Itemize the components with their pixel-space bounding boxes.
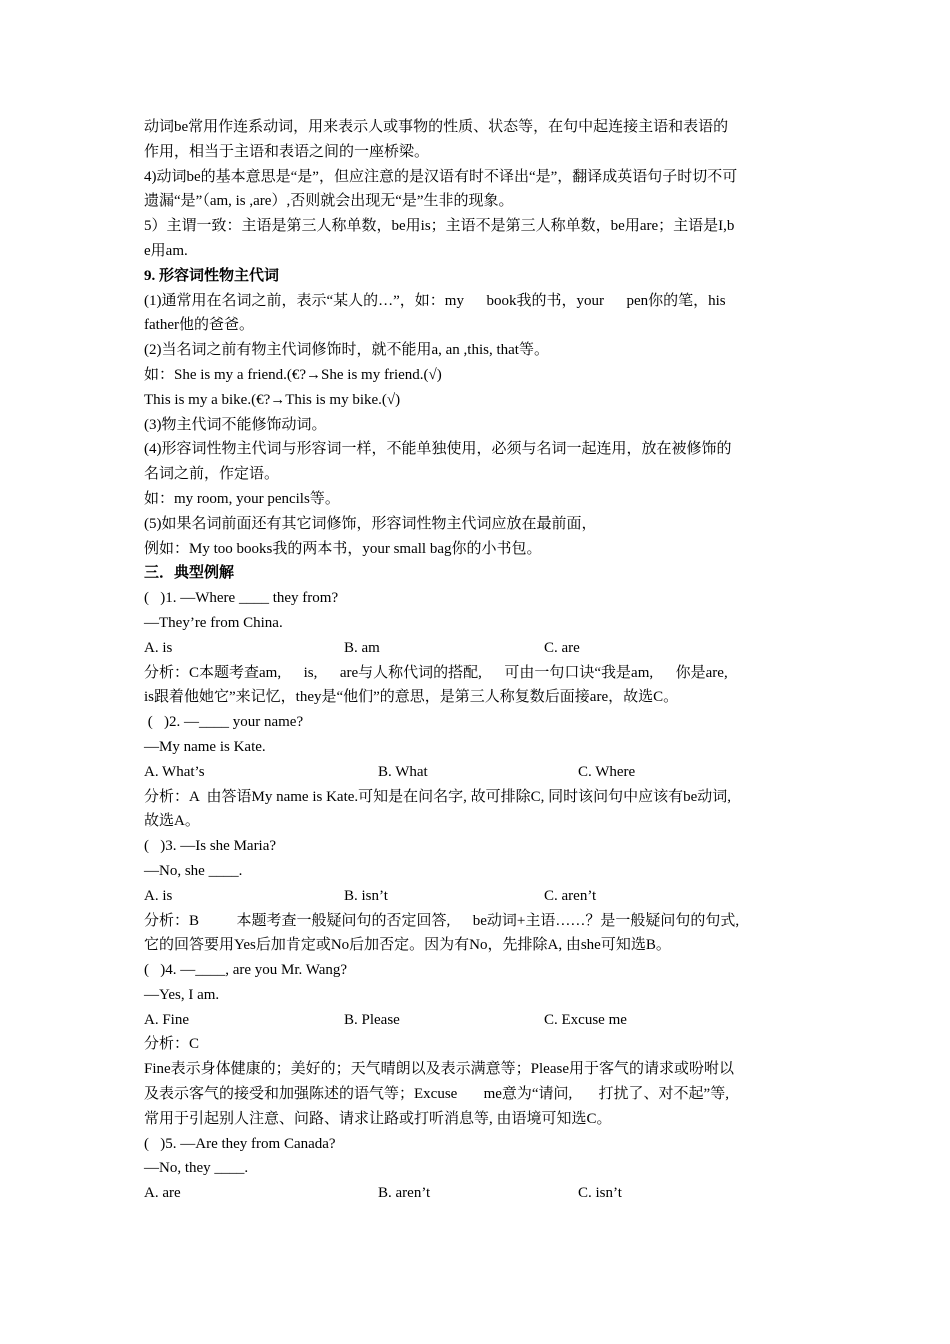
answer-line: —No, she ____. <box>144 862 243 879</box>
document-page <box>144 115 808 1206</box>
answer-line: —Yes, I am. <box>144 986 220 1003</box>
text-line: 例如：My too books我的两本书，your small bag你的小书包。 <box>144 540 542 557</box>
answer-line: —My name is Kate. <box>144 738 266 755</box>
answer-line: —No, they ____. <box>144 1160 249 1177</box>
option-c: C. Where <box>578 763 636 780</box>
analysis-line: 它的回答要用Yes后加肯定或No后加否定。因为有No，先排除A, 由she可知选B。 <box>144 937 671 954</box>
question-line: ( )5. —Are they from Canada? <box>144 1135 336 1152</box>
options-row <box>144 1008 808 1033</box>
option-a: A. Fine <box>144 1011 189 1028</box>
text-line: (5)如果名词前面还有其它词修饰，形容词性物主代词应放在最前面， <box>144 515 597 532</box>
option-b: B. aren’t <box>378 1185 431 1202</box>
options-row <box>144 636 808 661</box>
option-b: B. What <box>378 763 428 780</box>
options-row <box>144 1181 808 1206</box>
text-line: 如：my room, your pencils等。 <box>144 490 340 507</box>
analysis-line: 分析：C本题考查am, is, are与人称代词的搭配, 可由一句口诀“我是am, 你是are, <box>144 664 728 681</box>
text-line: (1)通常用在名词之前，表示“某人的…”，如：my book我的书，your pen你的笔，his <box>144 292 726 309</box>
option-b: B. Please <box>344 1011 400 1028</box>
analysis-line: 分析：B 本题考查一般疑问句的否定回答, be动词+主语……？是一般疑问句的句式, <box>144 912 740 929</box>
text-line: e用am. <box>144 242 188 259</box>
option-c: C. aren’t <box>544 887 597 904</box>
analysis-line: 分析：C <box>144 1036 200 1053</box>
option-c: C. are <box>544 639 580 656</box>
text-line: (2)当名词之前有物主代词修饰时，就不能用a, an ,this, that等。 <box>144 342 549 359</box>
text-line: 名词之前，作定语。 <box>144 466 280 483</box>
text-line: 遗漏“是”（am, is ,are）,否则就会出现无“是”生非的现象。 <box>144 193 514 210</box>
option-b: B. am <box>344 639 380 656</box>
text-line: 5）主谓一致：主语是第三人称单数，be用is；主语不是第三人称单数，be用are；主语是I,b <box>144 218 735 235</box>
question-line: ( )1. —Where ____ they from? <box>144 590 339 607</box>
option-c: C. isn’t <box>578 1185 622 1202</box>
answer-line: —They’re from China. <box>144 614 283 631</box>
analysis-line: 常用于引起别人注意、问路、请求让路或打听消息等, 由语境可知选C。 <box>144 1110 612 1127</box>
text-line: (4)形容词性物主代词与形容词一样，不能单独使用，必须与名词一起连用，放在被修饰的 <box>144 441 732 458</box>
text-line: 4)动词be的基本意思是“是”，但应注意的是汉语有时不译出“是”，翻译成英语句子时切不可 <box>144 168 738 185</box>
text-line: (3)物主代词不能修饰动词。 <box>144 416 327 433</box>
text-line: This is my a bike.(€?→This is my bike.(√) <box>144 391 401 408</box>
analysis-line: is跟着他她它”来记忆，they是“他们”的意思，是第三人称复数后面接are，故选C。 <box>144 689 679 706</box>
question-line: ( )4. —____, are you Mr. Wang? <box>144 962 348 979</box>
section-heading: 9. 形容词性物主代词 <box>144 267 280 284</box>
analysis-line: 故选A。 <box>144 813 200 830</box>
text-line: 如：She is my a friend.(€?→She is my friend.(√) <box>144 366 442 383</box>
section-heading: 三．典型例解 <box>144 565 235 582</box>
analysis-line: Fine表示身体健康的；美好的；天气晴朗以及表示满意等；Please用于客气的请求或吩咐以 <box>144 1061 734 1078</box>
question-line: ( )3. —Is she Maria? <box>144 838 277 855</box>
options-row <box>144 760 808 785</box>
option-a: A. is <box>144 639 173 656</box>
options-row <box>144 884 808 909</box>
text-line: father他的爸爸。 <box>144 317 254 334</box>
text-line: 动词be常用作连系动词，用来表示人或事物的性质、状态等，在句中起连接主语和表语的 <box>144 119 729 135</box>
option-c: C. Excuse me <box>544 1011 627 1028</box>
option-a: A. are <box>144 1185 181 1202</box>
option-b: B. isn’t <box>344 887 388 904</box>
option-a: A. What’s <box>144 763 205 780</box>
question-line: ( )2. —____ your name? <box>144 714 304 731</box>
option-a: A. is <box>144 887 173 904</box>
analysis-line: 分析：A 由答语My name is Kate.可知是在问名字, 故可排除C, 同时该问句中应该有be动词, <box>144 788 732 805</box>
text-line: 作用，相当于主语和表语之间的一座桥梁。 <box>144 143 430 160</box>
analysis-line: 及表示客气的接受和加强陈述的语气等；Excuse me意为“请问, 打扰了、对不起”等, <box>144 1086 729 1103</box>
